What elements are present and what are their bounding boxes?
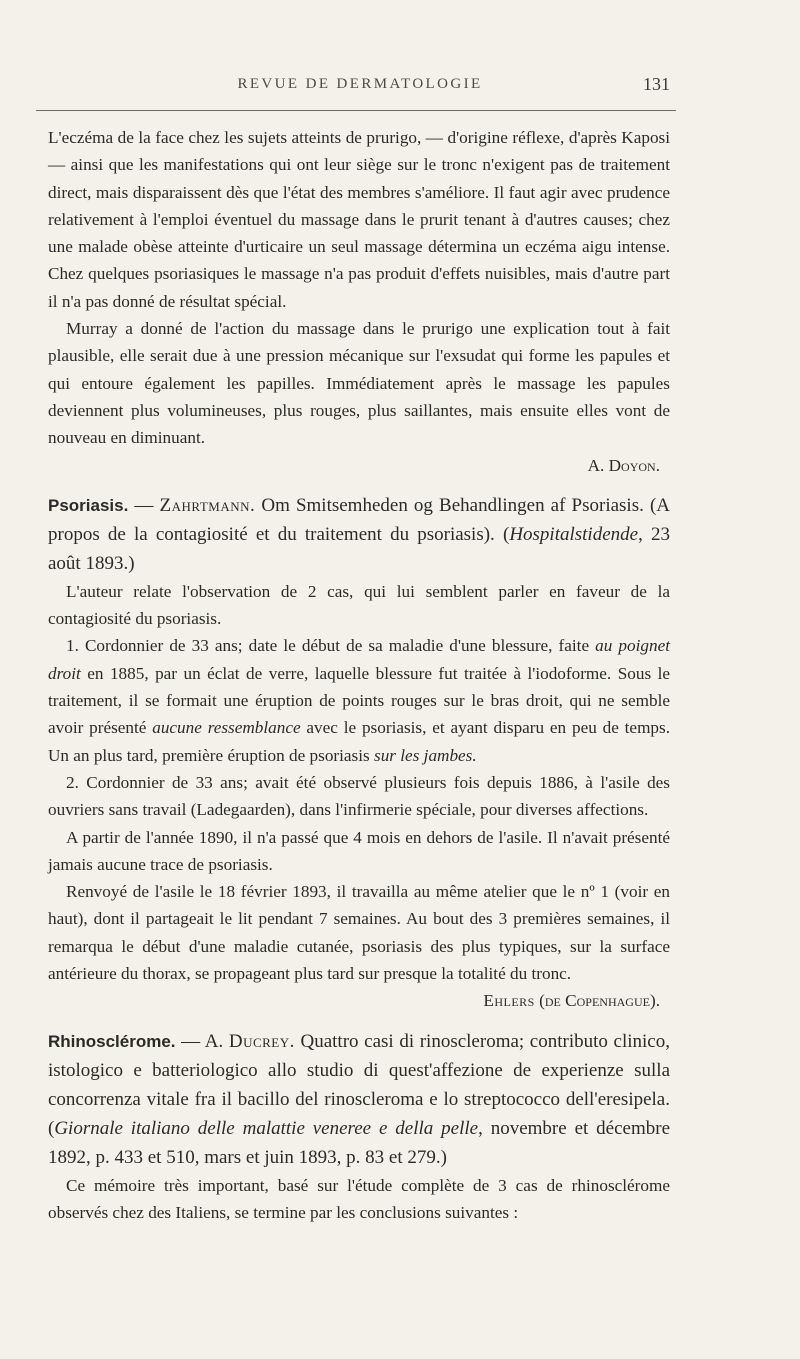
paragraph-case-2-asile: A partir de l'année 1890, il n'a passé que 4 mois en dehors de l'asile. Il n'avait présenté jamais aucune trace de psoriasis. [48,827,670,874]
date-psoriasis: , 23 août 1893.) [48,523,671,574]
signature-doyon: A. Doyon. [587,455,660,475]
title-psoriasis: Om Smitsemheden og Behandlingen af Psoriasis. (A propos de la contagiosité et du traitement du psoriasis). [48,494,671,545]
paragraph-case-2-renvoye: Renvoyé de l'asile le 18 février 1893, il travailla au même atelier que le nº 1 (voir en haut), dont il partageait le lit pendant 7 semaines. Au bout des 3 premières semaines, il remarqua le début d'une maladie cutanée, psoriasis des plus typiques, sur la surface antérieure du thorax, se propageant plus tard sur presque la totalité du tronc. [48,882,670,984]
paragraph-cases-intro: L'auteur relate l'observation de 2 cas, qui lui semblent parler en faveur de la contagiosité du psoriasis. [48,581,670,629]
page-number: 131 [643,74,670,94]
journal-hospitalstidende: Hospitalstidende [509,523,639,545]
title-rhinoscleroma: Quattro casi di rinoscleroma; contributo clinico, istologico e batteriologico allo studio di quest'affezione de experienze sulla concorrenza vitale fra il bacillo del rinoscleroma e lo streptococco dell'eresipela. ( [48,1030,670,1139]
author-ducrey: Ducrey. [228,1030,295,1052]
running-header [50,76,670,102]
signature-ehlers-place: (de Copenhague). [534,991,660,1011]
case1-italic-resemblance: aucune ressemblance [152,718,301,738]
paragraph-murray: Murray a donné de l'action du massage dans le prurigo une explication tout à fait plausible, elle serait due à une pression mécanique sur l'exsudat qui forme les papules et qui entoure également les papilles. Immédiatement après le massage les papules deviennent plus volumineuses, plus rouges, plus saillantes, mais ensuite elles vont de nouveau en diminuant. [48,319,670,448]
case1-part-b: en 1885, par un éclat de verre, laquelle blessure fut traitée à l'iodoforme. Sous le traitement, il se formait une éruption de points rouges sur le bras droit, qui ne semble avoir présenté [48,663,670,738]
section-psoriasis-lead: Psoriasis. [48,495,129,515]
case1-part-c: avec le psoriasis, et ayant disparu en peu de temps. Un an plus tard, première éruption de psoriasis [48,718,671,765]
journal-title: REVUE DE DERMATOLOGIE [237,76,483,92]
case1-part-a: 1. Cordonnier de 33 ans; date le début de sa maladie d'une blessure, faite [66,636,596,656]
case1-italic-wrist: au poignet droit [48,636,670,683]
author-zahrtmann: Zahrtmann. [159,494,256,516]
rhino-dash: — A. [175,1030,229,1052]
section-rhinosclerome-heading [48,1027,670,1172]
signature-ehlers [48,987,670,1014]
section-psoriasis-heading: Psoriasis. — Zahrtmann. Om Smitsemheden og Behandlingen af Psoriasis. (A propos de la contagiosité et du traitement du psoriasis). (Hospitalstidende, 23 août 1893.) [48,494,671,574]
header-rule [36,110,676,111]
journal-giornale: Giornale italiano delle malattie veneree e della pelle [54,1117,479,1139]
paragraph-case-2: 2. Cordonnier de 33 ans; avait été observé plusieurs fois depuis 1886, à l'asile des ouvriers sans travail (Ladegaarden), dans l'infirmerie spéciale, pour diverses affections. [48,772,670,820]
date-rhinoscleroma: , novembre et décembre 1892, p. 433 et 510, mars et juin 1893, p. 83 et 279.) [48,1117,670,1168]
signature-ehlers-name: Ehlers [483,991,535,1011]
paragraph-case-1 [48,632,670,768]
paragraph-memoire: Ce mémoire très important, basé sur l'étude complète de 3 cas de rhinosclérome observés chez des Italiens, se termine par les conclusions suivantes : [48,1175,670,1222]
case1-italic-legs: sur les jambes. [374,745,477,765]
paragraph-eczema: L'eczéma de la face chez les sujets atteints de prurigo, — d'origine réflexe, d'après Kaposi — ainsi que les manifestations qui ont leur siège sur le tronc n'exigent pas de traitement direct, mais disparaissent dès que l'état des membres s'améliore. Il faut agir avec prudence relativement à l'emploi éventuel du massage dans le prurit tenant à d'autres causes; chez une malade obèse atteinte d'urticaire un seul massage détermina un eczéma aigu intense. Chez quelques psoriasiques le massage n'a pas produit d'effets nuisibles, mais d'autre part il n'a pas donné de résultat spécial. [48,128,670,311]
section-rhinosclerome-lead: Rhinosclérome. [48,1031,176,1051]
article-body [48,124,670,1226]
